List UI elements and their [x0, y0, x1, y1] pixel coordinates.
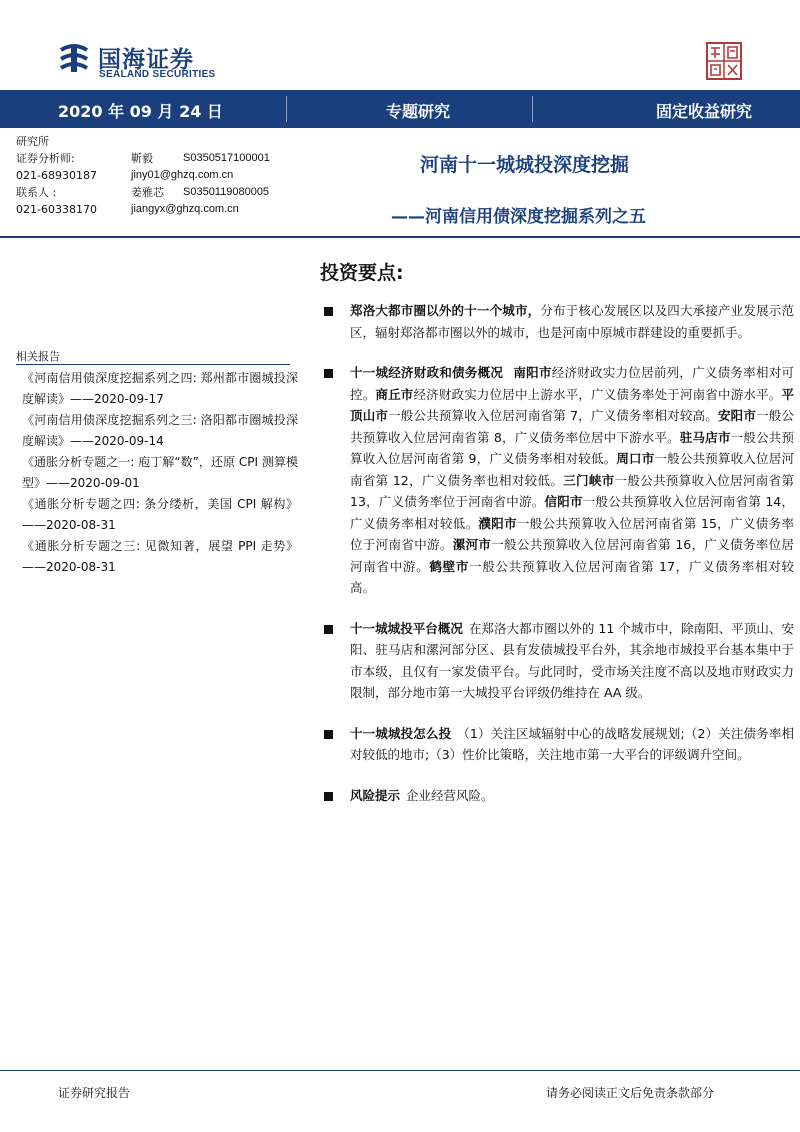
report-subtitle: ——河南信用债深度挖掘系列之五 [391, 207, 646, 227]
city-name: 漯河市 [452, 537, 492, 552]
city-description: 经济财政实力位居中上游水平，广义债务率处于河南省中游水平。 [413, 386, 782, 402]
contact-license: S0350119080005 [183, 186, 270, 198]
key-point-text: 分布于核心发展区以及四大承接产业发展示范区，辐射郑洛都市圈以外的城市，也是河南中原城市群建设的重要抓手。 [350, 303, 794, 340]
city-description: 经济财政实力位居前列，广义债务率相对可控。 [350, 365, 794, 402]
city-name: 信阳市 [544, 494, 583, 509]
key-point-3 [324, 618, 794, 704]
city-name: 商丘市 [375, 386, 414, 402]
contact-email[interactable]: jiangyx@ghzq.com.cn [131, 203, 239, 215]
key-point-head: 郑洛大都市圈以外的十一个城市， [350, 303, 541, 318]
related-report-item[interactable]: 《河南信用债深度挖掘系列之四: 郑州都市圈城投深度解读》——2020-09-17 [22, 371, 298, 406]
city-name: 安阳市 [717, 408, 757, 423]
city-description: 一般公共预算收入位居河南省第 12，广义债务率也相对较低。 [350, 451, 794, 488]
footer-disclaimer: 请务必阅读正文后免责条款部分 [546, 1086, 715, 1100]
logo-chinese-name: 国海证券 [98, 47, 194, 73]
related-report-item[interactable]: 《通胀分析专题之一: 庖丁解“数”，还原 CPI 测算模型》——2020-09-01 [22, 455, 298, 490]
key-points-heading: 投资要点: [320, 262, 404, 284]
city-name: 濮阳市 [478, 515, 517, 531]
related-reports-divider [16, 364, 290, 365]
key-points-list [324, 300, 794, 825]
analyst-license: S0350517100001 [183, 152, 270, 164]
city-description: 一般公共预算收入位居河南省第 9，广义债务率相对较低。 [350, 429, 794, 466]
city-description: 一般公共预算收入位居河南省第 16，广义债务率位居河南省中游。 [350, 537, 794, 574]
square-bullet-icon [324, 625, 333, 634]
report-type: 专题研究 [386, 102, 451, 121]
key-point-text: （1）关注区域辐射中心的战略发展规划;（2）关注债务率相对较低的地市;（3）性价比策略，关注地市第一大平台的评级调升空间。 [350, 725, 794, 762]
report-category: 固定收益研究 [656, 102, 753, 121]
key-point-head: 十一城城投平台概况 [350, 620, 463, 636]
square-bullet-icon [324, 307, 333, 316]
city-description: 一般公共预算收入位居河南省第 13，广义债务率位于河南省中游。 [350, 472, 794, 509]
key-point-1 [324, 300, 794, 343]
key-point-2 [324, 362, 794, 599]
sealand-logo-icon [56, 40, 92, 76]
analyst-name: 靳毅 [131, 152, 153, 165]
footer-divider [0, 1070, 800, 1071]
header-banner [0, 90, 800, 128]
city-name: 周口市 [616, 451, 655, 466]
city-description: 一般公共预算收入位居河南省第 8，广义债务率位居中下游水平。 [350, 408, 794, 445]
report-title: 河南十一城城投深度挖掘 [420, 154, 630, 176]
banner-divider [286, 96, 287, 122]
research-seal-icon [706, 42, 742, 80]
city-name: 驻马店市 [679, 429, 731, 445]
related-report-item[interactable]: 《通胀分析专题之四: 条分缕析，美国 CPI 解构》——2020-08-31 [22, 497, 298, 532]
city-description: 一般公共预算收入位居河南省第 7，广义债务率相对较高。 [388, 408, 718, 423]
related-report-item[interactable]: 《河南信用债深度挖掘系列之三: 洛阳都市圈城投深度解读》——2020-09-14 [22, 413, 298, 448]
key-point-head: 十一城城投怎么投 [350, 725, 452, 741]
banner-divider [532, 96, 533, 122]
related-report-item[interactable]: 《通胀分析专题之三: 见微知著，展望 PPI 走势》——2020-08-31 [22, 539, 298, 574]
related-reports-heading: 相关报告 [16, 350, 60, 363]
contact-phone: 021-60338170 [16, 203, 97, 216]
city-description: 一般公共预算收入位居河南省第 14，广义债务率相对较低。 [350, 494, 794, 531]
footer-left: 证券研究报告 [58, 1086, 131, 1100]
city-description: 一般公共预算收入位居河南省第 15，广义债务率位于河南省中游。 [350, 515, 794, 552]
square-bullet-icon [324, 730, 333, 739]
analyst-email[interactable]: jiny01@ghzq.com.cn [131, 169, 234, 181]
related-reports-list [22, 368, 298, 578]
key-point-4 [324, 723, 794, 766]
analyst-phone: 021-68930187 [16, 169, 97, 182]
square-bullet-icon [324, 369, 333, 378]
key-point-5 [324, 785, 794, 807]
square-bullet-icon [324, 792, 333, 801]
analyst-label: 证券分析师: [16, 152, 75, 165]
report-date: 2020 年 09 月 24 日 [58, 102, 223, 121]
city-name: 三门峡市 [563, 472, 615, 488]
key-point-head: 十一城经济财政和债务概况 [350, 365, 504, 380]
company-logo [56, 40, 256, 80]
city-name: 平顶山市 [350, 386, 794, 423]
contact-name: 姜雅芯 [131, 186, 164, 199]
key-point-text [350, 365, 794, 595]
city-description: 一般公共预算收入位居河南省第 17，广义债务率相对较高。 [350, 558, 794, 595]
city-name: 南阳市 [513, 365, 552, 380]
institute-label: 研究所 [16, 135, 49, 148]
contact-label: 联系人 : [16, 186, 57, 199]
city-name: 鹤壁市 [429, 558, 470, 574]
key-point-text: 在郑洛大都市圈以外的 11 个城市中，除南阳、平顶山、安阳、驻马店和漯河部分区、县有发债城投平台外，其余地市城投平台基本集中于市本级，且仅有一家发债平台。与此同时，受市场关注度不高以及地市财政实力限制，部分地市第一大城投平台评级仍维持在 AA 级。 [350, 620, 794, 700]
logo-english-name: SEALAND SECURITIES [99, 69, 216, 80]
key-point-text: 企业经营风险。 [406, 787, 494, 803]
key-point-head: 风险提示 [350, 787, 401, 803]
title-divider [0, 236, 800, 238]
